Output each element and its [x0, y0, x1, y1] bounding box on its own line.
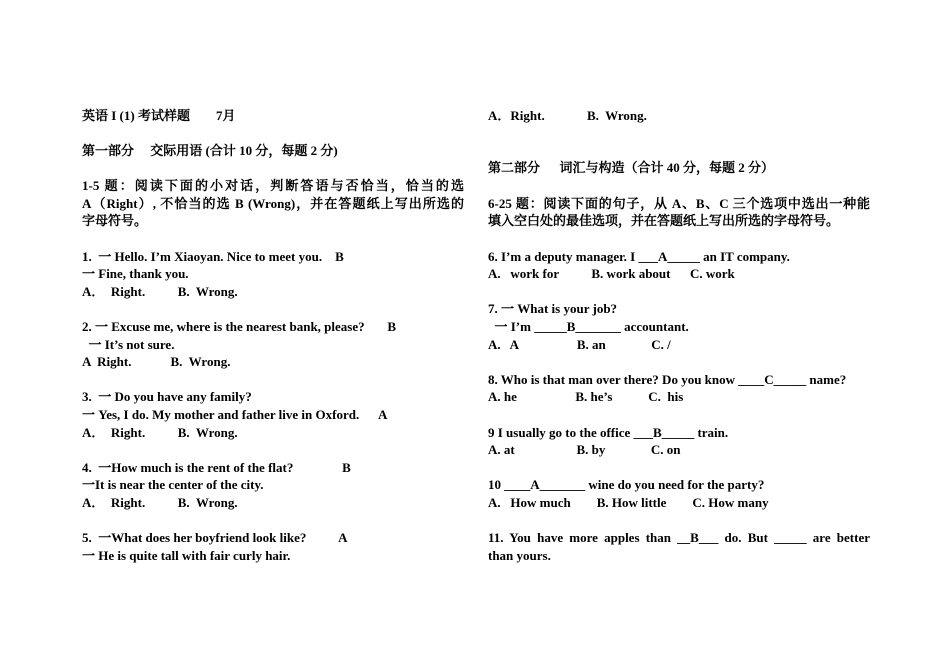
- part2-instruction-line: 6-25 题：阅读下面的句子，从 A、B、C 三个选项中选出一种能: [488, 196, 870, 211]
- question-5-reply: 一 He is quite tall with fair curly hair.: [82, 548, 291, 563]
- question-4-options: A． Right. B. Wrong.: [82, 495, 238, 510]
- question-11-prompt: 11. You have more apples than __B___ do. But _____ are better: [488, 530, 870, 545]
- question-3-prompt: 3. 一 Do you have any family?: [82, 389, 252, 404]
- question-2-options: A Right. B. Wrong.: [82, 354, 231, 369]
- exam-header: 英语 I (1) 考试样题 7月: [82, 108, 236, 123]
- question-1-prompt: 1. 一 Hello. I’m Xiaoyan. Nice to meet you. B: [82, 249, 344, 264]
- question-7-reply: 一 I’m _____B_______ accountant.: [488, 319, 689, 334]
- question-1-reply: 一 Fine, thank you.: [82, 266, 189, 281]
- question-8-options: A. he B. he’s C. his: [488, 389, 684, 404]
- question-3-options: A． Right. B. Wrong.: [82, 425, 238, 440]
- question-7-prompt: 7. 一 What is your job?: [488, 301, 618, 316]
- question-4-prompt: 4. 一How much is the rent of the flat? B: [82, 460, 351, 475]
- part1-instruction-line: 1-5 题：阅读下面的小对话，判断答语与否恰当，恰当的选: [82, 178, 464, 193]
- question-10-options: A. How much B. How little C. How many: [488, 495, 769, 510]
- question-6-options: A. work for B. work about C. work: [488, 266, 735, 281]
- question-4-reply: 一It is near the center of the city.: [82, 477, 264, 492]
- question-5-options: A．Right. B. Wrong.: [488, 108, 647, 123]
- question-9-options: A. at B. by C. on: [488, 442, 681, 457]
- part2-instruction-line: 填入空白处的最佳选项，并在答题纸上写出所选的字母符号。: [488, 213, 840, 228]
- question-9-prompt: 9 I usually go to the office ___B_____ train.: [488, 425, 729, 440]
- question-2-reply: 一 It’s not sure.: [82, 337, 175, 352]
- question-11-continuation: than yours.: [488, 548, 551, 563]
- part1-instruction-line: 字母符号。: [82, 213, 148, 228]
- part2-title: 第二部分 词汇与构造（合计 40 分，每题 2 分）: [488, 160, 775, 175]
- question-6-prompt: 6. I’m a deputy manager. I ___A_____ an IT company.: [488, 249, 790, 264]
- question-10-prompt: 10 ____A_______ wine do you need for the party?: [488, 477, 765, 492]
- question-7-options: A. A B. an C. /: [488, 337, 671, 352]
- question-8-prompt: 8. Who is that man over there? Do you know ____C_____ name?: [488, 372, 847, 387]
- question-1-options: A． Right. B. Wrong.: [82, 284, 238, 299]
- part1-title: 第一部分 交际用语 (合计 10 分，每题 2 分): [82, 143, 338, 158]
- part1-instruction-line: A（Right）, 不恰当的选 B (Wrong)，并在答题纸上写出所选的: [82, 196, 464, 211]
- question-5-prompt: 5. 一What does her boyfriend look like? A: [82, 530, 348, 545]
- question-2-prompt: 2. 一 Excuse me, where is the nearest bank, please? B: [82, 319, 397, 334]
- question-3-reply: 一 Yes, I do. My mother and father live in Oxford. A: [82, 407, 388, 422]
